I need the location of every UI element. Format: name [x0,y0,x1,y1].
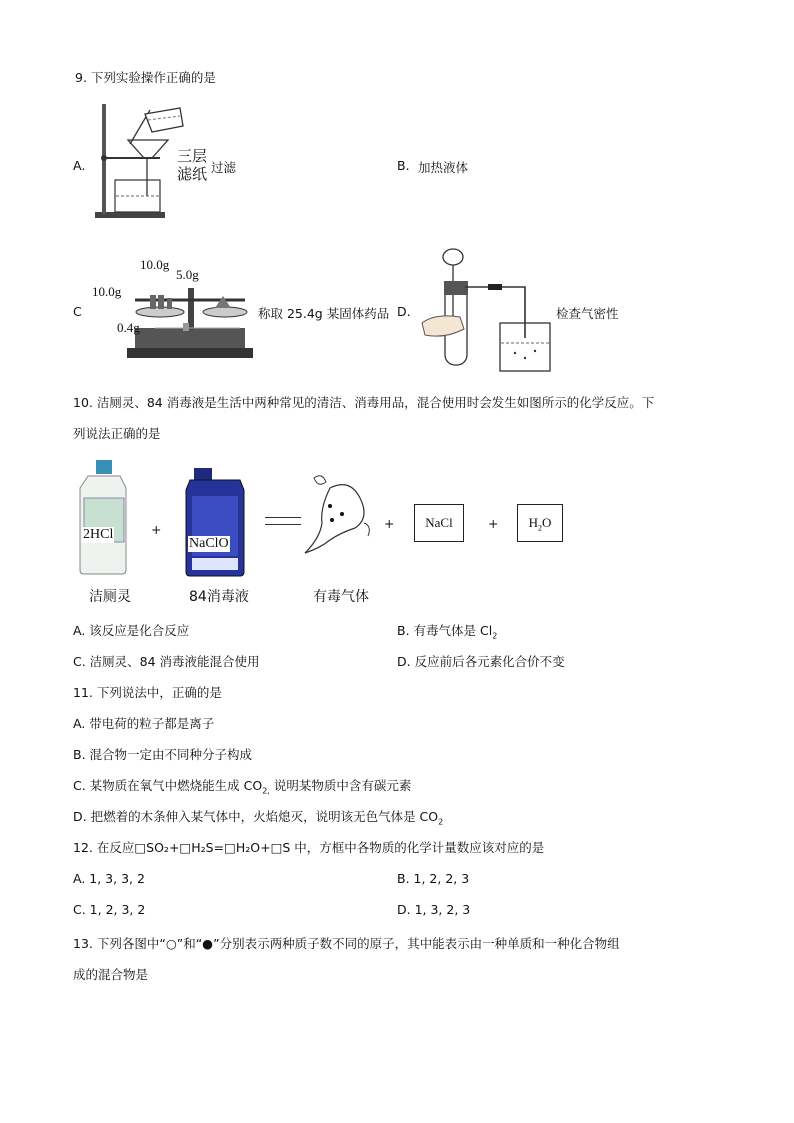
toxic-gas-name: 有毒气体 [313,589,369,605]
q10-option-b-text: B. 有毒气体是 Cl [397,623,493,638]
q9-filter-paper-callout [177,147,207,183]
q11-option-c-sub: 2, [262,786,270,796]
q12-option-b: B. 1, 2, 2, 3 [397,871,470,886]
reaction-line-top [265,517,301,518]
q11-option-d-sub: 2 [438,817,444,827]
q11-option-d-text: D. 把燃着的木条伸入某气体中，火焰熄灭，说明该无色气体是 CO [73,809,439,824]
toilet-cleaner-bottle-figure [78,458,133,576]
q9-option-d-letter: D. [397,304,411,319]
q10-stem-line1: 10. 洁厕灵、84 消毒液是生活中两种常见的清洁、消毒用品，混合使用时会发生如图所示的化学反应。下 [73,395,655,410]
q10-option-a: A. 该反应是化合反应 [73,623,190,638]
toxic-gas-figure [300,468,380,558]
disinfectant-bottle-figure [184,466,248,578]
q9-option-a-label: 过滤 [211,160,237,175]
q11-option-c-text: C. 某物质在氧气中燃烧能生成 CO [73,778,263,793]
bottle1-name: 洁厕灵 [89,589,131,605]
q11-option-c-end: 说明某物质中含有碳元素 [269,778,412,793]
product-water-sub: 2 [538,523,542,533]
product-nacl-box [414,504,464,542]
q9-stem: 9. 下列实验操作正确的是 [75,70,216,85]
q9-option-d-label: 检查气密性 [556,306,619,321]
q9-option-c-label: 称取 25.4g 某固体药品 [258,306,390,321]
reaction-line-bottom [265,524,301,525]
weight-label-1: 10.0g [140,257,170,272]
product-water-o: O [542,515,552,530]
balance-figure [95,250,255,365]
bottle2-name: 84消毒液 [189,589,249,605]
q12-option-d: D. 1, 3, 2, 3 [397,902,471,917]
q11-option-a: A. 带电荷的粒子都是离子 [73,716,215,731]
bottle2-formula: NaClO [189,536,229,551]
weight-label-3: 10.0g [92,284,122,299]
filter-paper-line1: 三层 [177,147,208,165]
product-water-box [517,504,563,542]
bottle1-formula: 2HCl [83,527,114,542]
plus-3: + [488,516,499,531]
plus-2: + [384,516,395,531]
q13-stem-line2: 成的混合物是 [73,967,149,982]
q11-option-c [73,776,411,796]
q11-stem: 11. 下列说法中，正确的是 [73,685,222,700]
filter-paper-line2: 滤纸 [177,165,208,183]
q10-option-b-sub: 2 [492,631,498,641]
q13-stem-line1: 13. 下列各图中“○”和“●”分别表示两种质子数不同的原子，其中能表示由一种单质和一种化合物组 [73,936,620,951]
plus-1: + [151,522,162,537]
q9-option-a-letter: A. [73,158,86,173]
q10-stem-line2: 列说法正确的是 [73,426,161,441]
q10-option-d: D. 反应前后各元素化合价不变 [397,654,565,669]
weight-label-2: 5.0g [176,267,199,282]
q9-option-b-letter: B. [397,158,410,173]
q9-option-b-label: 加热液体 [418,160,469,175]
q12-stem: 12. 在反应□SO₂+□H₂S=□H₂O+□S 中，方框中各物质的化学计量数应该对应的是 [73,840,545,855]
q11-option-d [73,807,443,827]
product-water-h: H [528,515,538,530]
product-nacl: NaCl [425,515,453,530]
q9-option-c-letter: C [73,304,82,319]
q10-option-b [397,621,497,641]
q10-option-c: C. 洁厕灵、84 消毒液能混合使用 [73,654,260,669]
q12-option-c: C. 1, 2, 3, 2 [73,902,146,917]
q12-option-a: A. 1, 3, 3, 2 [73,871,145,886]
airtightness-figure [420,243,560,373]
weight-label-4: 0.4g [117,320,140,335]
q11-option-b: B. 混合物一定由不同种分子构成 [73,747,253,762]
